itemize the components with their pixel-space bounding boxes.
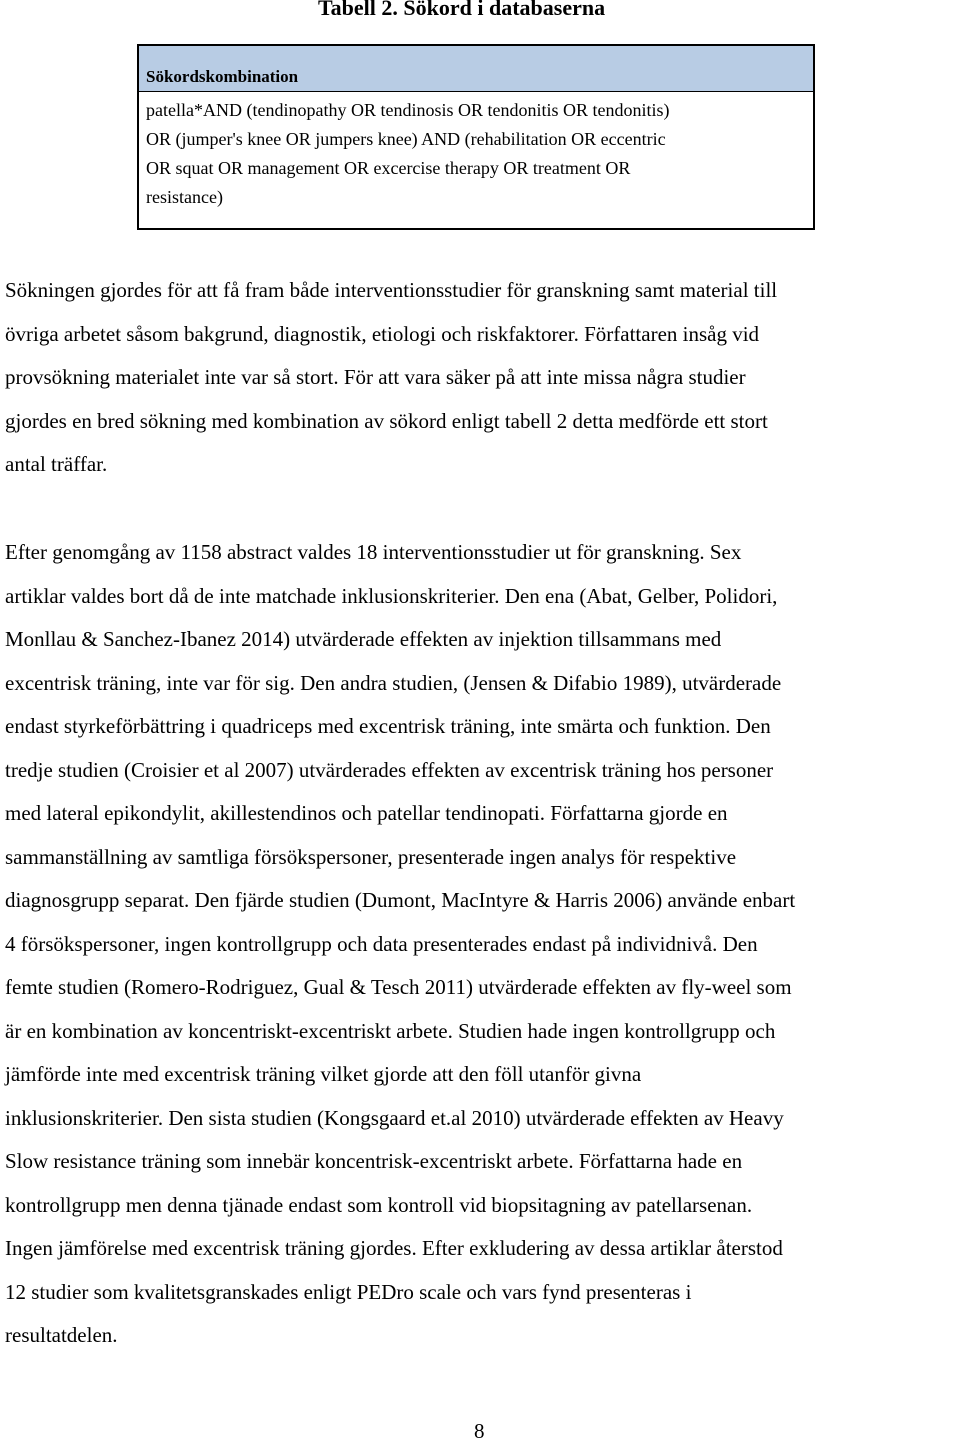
paragraph-line: är en kombination av koncentriskt-excentriskt arbete. Studien hade ingen kontrollgrupp och: [5, 1018, 776, 1043]
paragraph-line: resultatdelen.: [5, 1323, 118, 1347]
paragraph-line: Slow resistance träning som innebär koncentrisk-excentriskt arbete. Författarna hade en: [5, 1149, 743, 1173]
paragraph-line: med lateral epikondylit, akillestendinos och patellar tendinopati. Författarna gjorde en: [5, 801, 728, 825]
table-cell: [139, 92, 813, 212]
paragraph-study-selection: [5, 531, 960, 1358]
paragraph-line: Ingen jämförelse med excentrisk träning gjordes. Efter exkludering av dessa artiklar återstod: [5, 1236, 783, 1260]
paragraph-line: övriga arbetet såsom bakgrund, diagnostik, etiologi och riskfaktorer. Författaren insåg vid: [5, 321, 760, 346]
paragraph-line: gjordes en bred sökning med kombination av sökord enligt tabell 2 detta medförde ett stort: [5, 408, 768, 433]
paragraph-line: Monllau & Sanchez-Ibanez 2014) utvärderade effekten av injektion tillsammans med: [5, 627, 722, 651]
paragraph-line: endast styrkeförbättring i quadriceps med excentrisk träning, inte smärta och funktion. Den: [5, 714, 771, 738]
table-title: Tabell 2. Sökord i databaserna: [318, 0, 606, 20]
paragraph-line: 4 försökspersoner, ingen kontrollgrupp och data presenterades endast på individnivå. Den: [5, 931, 758, 956]
table-line: resistance): [146, 187, 223, 207]
table-line: OR squat OR management OR excercise therapy OR treatment OR: [146, 158, 631, 178]
paragraph-line: inklusionskriterier. Den sista studien (Kongsgaard et.al 2010) utvärderade effekten av Heavy: [5, 1105, 784, 1130]
paragraph-line: sammanställning av samtliga försökspersoner, presenterade ingen analys för respektive: [5, 844, 737, 869]
paragraph-line: diagnosgrupp separat. Den fjärde studien (Dumont, MacIntyre & Harris 2006) använde enbart: [5, 888, 796, 912]
paragraph-line: femte studien (Romero-Rodriguez, Gual & Tesch 2011) utvärderade effekten av fly-weel som: [5, 975, 792, 999]
table-header: [139, 46, 813, 92]
paragraph-line: Efter genomgång av 1158 abstract valdes 18 interventionsstudier ut för granskning. Sex: [5, 540, 742, 564]
paragraph-line: tredje studien (Croisier et al 2007) utvärderades effekten av excentrisk träning hos personer: [5, 757, 774, 782]
table-line: patella*AND (tendinopathy OR tendinosis OR tendonitis OR tendonitis): [146, 100, 670, 120]
paragraph-line: antal träffar.: [5, 452, 108, 476]
paragraph-line: Sökningen gjordes för att få fram både interventionsstudier för granskning samt material till: [5, 278, 778, 302]
page-number: 8: [474, 1419, 485, 1443]
paragraph-line: kontrollgrupp men denna tjänade endast som kontroll vid biopsitagning av patellarsenan.: [5, 1192, 753, 1217]
search-terms-table: [137, 44, 815, 230]
paragraph-search-method: [5, 269, 960, 487]
paragraph-line: jämförde inte med excentrisk träning vilket gjorde att den föll utanför givna: [5, 1062, 642, 1086]
table-line: OR (jumper's knee OR jumpers knee) AND (rehabilitation OR eccentric: [146, 129, 666, 149]
paragraph-line: excentrisk träning, inte var för sig. Den andra studien, (Jensen & Difabio 1989), utvärderade: [5, 670, 782, 695]
paragraph-line: artiklar valdes bort då de inte matchade inklusionskriterier. Den ena (Abat, Gelber, Polidori,: [5, 583, 778, 608]
paragraph-line: provsökning materialet inte var så stort. För att vara säker på att inte missa några studier: [5, 365, 746, 389]
table-header-label: Sökordskombination: [146, 67, 299, 86]
paragraph-line: 12 studier som kvalitetsgranskades enligt PEDro scale och vars fynd presenteras i: [5, 1279, 692, 1304]
